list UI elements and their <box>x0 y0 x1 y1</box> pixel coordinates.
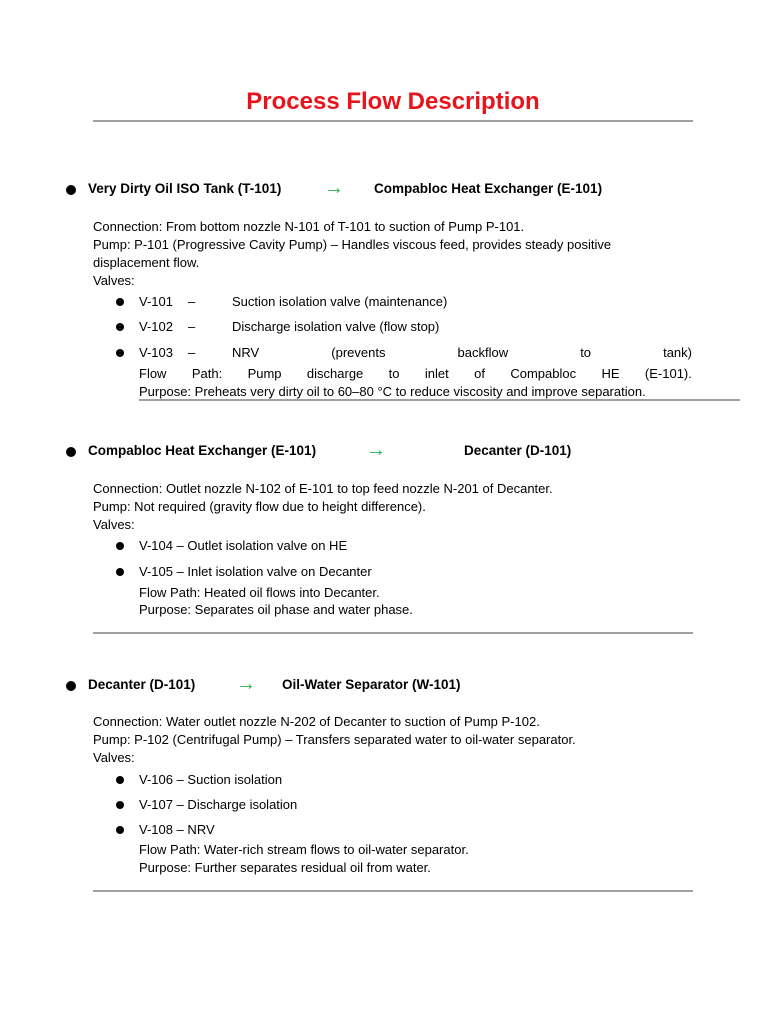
word: tank) <box>663 345 692 360</box>
word: to <box>388 366 400 381</box>
bullet-icon <box>116 568 124 576</box>
section-3-source: Decanter (D-101) <box>88 677 196 692</box>
section-3-valves-label: Valves: <box>93 750 135 765</box>
bullet-icon <box>116 776 124 784</box>
list-item: V-103 – <box>116 344 696 362</box>
section-2-purpose: Purpose: Separates oil phase and water phase. <box>139 602 413 617</box>
section-2-pump: Pump: Not required (gravity flow due to height difference). <box>93 499 426 514</box>
section-2-destination: Decanter (D-101) <box>464 443 572 458</box>
bullet-icon <box>116 542 124 550</box>
section-1-source: Very Dirty Oil ISO Tank (T-101) <box>88 181 282 196</box>
section-1-heading <box>62 177 702 201</box>
section-2-heading <box>62 439 702 463</box>
section-3-connection: Connection: Water outlet nozzle N-202 of Decanter to suction of Pump P-102. <box>93 714 540 729</box>
right-arrow-icon: → <box>236 673 256 695</box>
page-title: Process Flow Description <box>246 88 540 115</box>
right-arrow-icon: → <box>324 177 344 199</box>
bullet-icon <box>66 185 76 195</box>
word: of <box>474 366 485 381</box>
section-1-valve-103-desc <box>232 344 692 362</box>
bullet-icon <box>116 349 124 357</box>
section-1-flow-path <box>139 365 692 383</box>
word: Path: <box>191 366 223 381</box>
section-1-purpose: Purpose: Preheats very dirty oil to 60–80 °C to reduce viscosity and improve separation. <box>139 384 646 399</box>
section-3-destination: Oil-Water Separator (W-101) <box>282 677 461 692</box>
section-1-destination: Compabloc Heat Exchanger (E-101) <box>374 181 603 196</box>
section-3-purpose: Purpose: Further separates residual oil from water. <box>139 860 431 875</box>
word: (E-101). <box>644 366 692 381</box>
list-item: V-102 – Discharge isolation valve (flow stop) <box>116 318 696 336</box>
word: to <box>580 345 592 360</box>
section-2-connection: Connection: Outlet nozzle N-102 of E-101 to top feed nozzle N-201 of Decanter. <box>93 481 553 496</box>
section-3-flow-path: Flow Path: Water-rich stream flows to oil-water separator. <box>139 842 469 857</box>
word: Pump <box>247 366 282 381</box>
word: Compabloc <box>510 366 577 381</box>
section-3-pump: Pump: P-102 (Centrifugal Pump) – Transfers separated water to oil-water separator. <box>93 732 576 747</box>
word: NRV <box>232 345 260 360</box>
bullet-icon <box>116 323 124 331</box>
word: discharge <box>306 366 364 381</box>
bullet-icon <box>116 801 124 809</box>
word: backflow <box>457 345 509 360</box>
section-1-pump-line1: Pump: P-101 (Progressive Cavity Pump) – Handles viscous feed, provides steady positive <box>93 237 612 252</box>
word: Flow <box>139 366 167 381</box>
section-1-pump-line2: displacement flow. <box>93 255 200 270</box>
bullet-icon <box>66 681 76 691</box>
word: (prevents <box>331 345 386 360</box>
bullet-icon <box>66 447 76 457</box>
list-item: V-101 – Suction isolation valve (maintenance) <box>116 293 696 311</box>
bullet-icon <box>116 826 124 834</box>
section-2-flow-path: Flow Path: Heated oil flows into Decanter. <box>139 585 380 600</box>
section-1-valves-label: Valves: <box>93 273 135 288</box>
section-divider <box>93 632 693 634</box>
right-arrow-icon: → <box>366 439 386 461</box>
title-divider <box>93 120 693 122</box>
section-3-heading <box>62 673 702 697</box>
bullet-icon <box>116 298 124 306</box>
section-2-source: Compabloc Heat Exchanger (E-101) <box>88 443 317 458</box>
word: inlet <box>424 366 449 381</box>
word: HE <box>601 366 620 381</box>
section-1-connection: Connection: From bottom nozzle N-101 of T-101 to suction of Pump P-101. <box>93 219 525 234</box>
section-2-valves-label: Valves: <box>93 517 135 532</box>
section-divider <box>93 890 693 892</box>
section-divider <box>139 399 740 401</box>
